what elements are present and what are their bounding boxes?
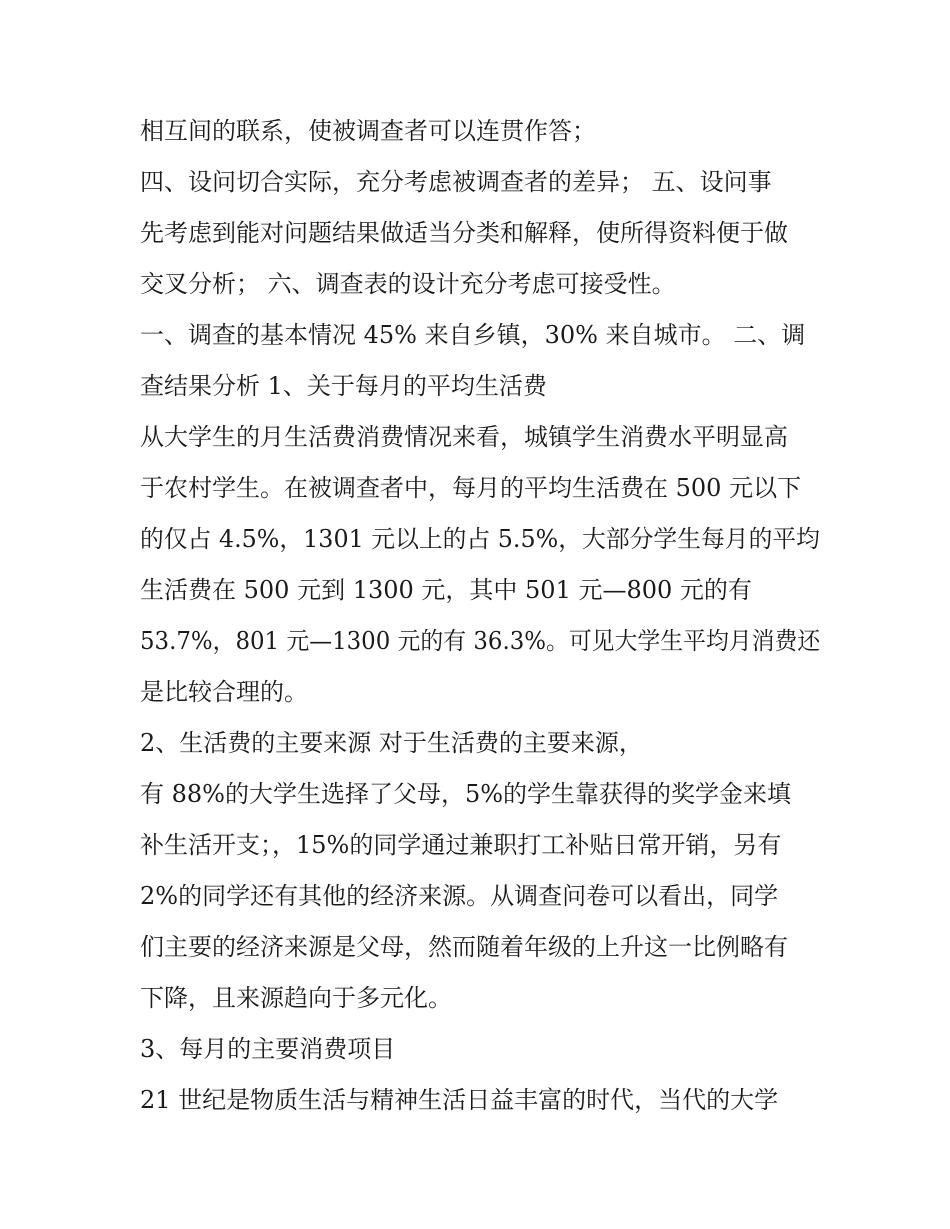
text-line-4: 交叉分析； 六、调查表的设计充分考虑可接受性。 xyxy=(140,270,676,298)
text-line-15: 补生活开支；，15%的同学通过兼职打工补贴日常开销，另有 xyxy=(140,831,782,859)
text-line-11: 53.7%，801 元—1300 元的有 36.3%。可见大学生平均月消费还 xyxy=(140,627,821,655)
document-body xyxy=(140,106,820,1126)
text-line-9: 的仅占 4.5%，1301 元以上的占 5.5%，大部分学生每月的平均 xyxy=(140,525,820,553)
text-line-13: 2、生活费的主要来源 对于生活费的主要来源， xyxy=(140,729,643,757)
text-line-20: 21 世纪是物质生活与精神生活日益丰富的时代，当代的大学 xyxy=(140,1086,779,1114)
text-line-14: 有 88%的大学生选择了父母，5%的学生靠获得的奖学金来填 xyxy=(140,780,792,808)
text-line-18: 下降，且来源趋向于多元化。 xyxy=(140,984,452,1012)
text-line-8: 于农村学生。在被调查者中，每月的平均生活费在 500 元以下 xyxy=(140,474,802,502)
text-line-2: 四、设问切合实际，充分考虑被调查者的差异； 五、设问事 xyxy=(140,168,772,196)
text-line-5: 一、调查的基本情况 45% 来自乡镇，30% 来自城市。 二、调 xyxy=(140,321,806,349)
text-line-7: 从大学生的月生活费消费情况来看，城镇学生消费水平明显高 xyxy=(140,423,788,451)
text-line-17: 们主要的经济来源是父母，然而随着年级的上升这一比例略有 xyxy=(140,933,788,961)
text-line-6: 查结果分析 1、关于每月的平均生活费 xyxy=(140,372,547,400)
text-line-3: 先考虑到能对问题结果做适当分类和解释，使所得资料便于做 xyxy=(140,219,788,247)
text-line-10: 生活费在 500 元到 1300 元，其中 501 元—800 元的有 xyxy=(140,576,752,604)
text-line-12: 是比较合理的。 xyxy=(140,678,308,706)
text-line-16: 2%的同学还有其他的经济来源。从调查问卷可以看出，同学 xyxy=(140,882,779,910)
text-line-19: 3、每月的主要消费项目 xyxy=(140,1035,396,1063)
text-line-1: 相互间的联系，使被调查者可以连贯作答； xyxy=(140,117,596,145)
